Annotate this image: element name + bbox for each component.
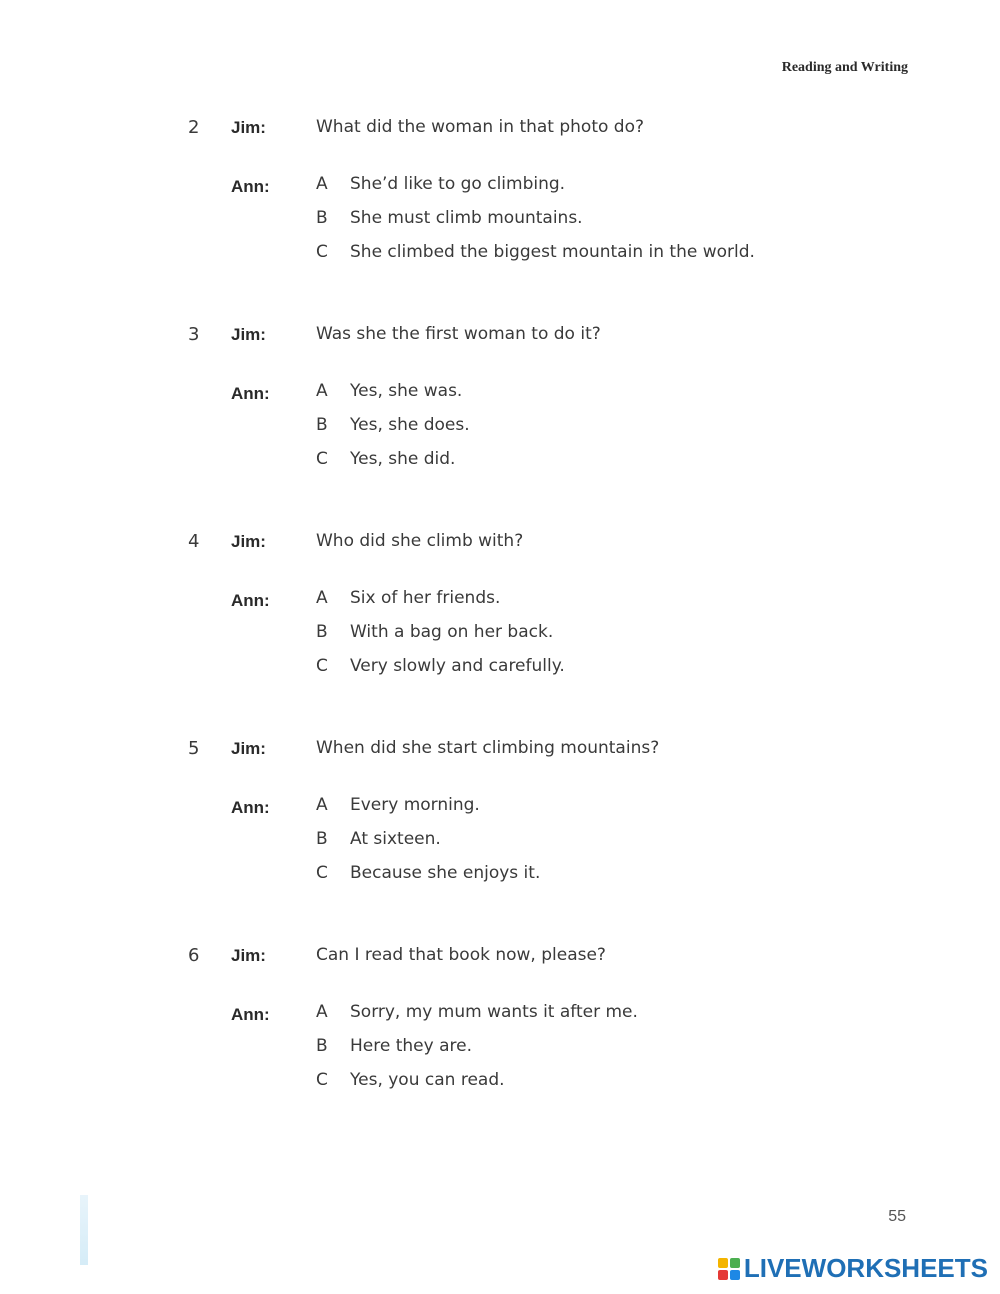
answer-option[interactable] bbox=[316, 381, 462, 401]
option-text: She’d like to go climbing. bbox=[350, 174, 566, 194]
option-text: Yes, she does. bbox=[350, 415, 470, 435]
answer-option[interactable] bbox=[316, 829, 441, 849]
speaker-ann: Ann: bbox=[231, 1005, 270, 1024]
option-letter: B bbox=[316, 622, 328, 642]
logo-tile bbox=[730, 1258, 740, 1268]
logo-tile bbox=[718, 1270, 728, 1280]
option-text: Here they are. bbox=[350, 1036, 472, 1056]
option-letter: C bbox=[316, 863, 328, 883]
option-text: She must climb mountains. bbox=[350, 208, 583, 228]
brand-logo[interactable] bbox=[718, 1253, 988, 1284]
scan-artifact bbox=[80, 1195, 88, 1265]
speaker-jim: Jim: bbox=[231, 739, 266, 758]
answer-option[interactable] bbox=[316, 208, 583, 228]
option-letter: B bbox=[316, 1036, 328, 1056]
answer-option[interactable] bbox=[316, 622, 553, 642]
question-number: 6 bbox=[188, 945, 200, 966]
answer-option[interactable] bbox=[316, 174, 565, 194]
option-letter: C bbox=[316, 1070, 328, 1090]
option-letter: A bbox=[316, 174, 328, 194]
question-text: Was she the first woman to do it? bbox=[316, 324, 601, 344]
option-text: Yes, she was. bbox=[350, 381, 463, 401]
option-text: Yes, you can read. bbox=[350, 1070, 505, 1090]
question-number: 4 bbox=[188, 531, 200, 552]
question-text: Can I read that book now, please? bbox=[316, 945, 606, 965]
option-letter: B bbox=[316, 829, 328, 849]
speaker-jim: Jim: bbox=[231, 946, 266, 965]
option-letter: A bbox=[316, 1002, 328, 1022]
option-text: Sorry, my mum wants it after me. bbox=[350, 1002, 638, 1022]
answer-option[interactable] bbox=[316, 1002, 638, 1022]
option-letter: C bbox=[316, 449, 328, 469]
option-letter: B bbox=[316, 208, 328, 228]
logo-tile bbox=[730, 1270, 740, 1280]
option-letter: B bbox=[316, 415, 328, 435]
answer-option[interactable] bbox=[316, 863, 540, 883]
answer-option[interactable] bbox=[316, 588, 500, 608]
liveworksheets-logo-icon bbox=[718, 1258, 740, 1280]
answer-option[interactable] bbox=[316, 656, 565, 676]
answer-option[interactable] bbox=[316, 242, 755, 262]
question-number: 2 bbox=[188, 117, 200, 138]
question-text: When did she start climbing mountains? bbox=[316, 738, 660, 758]
page-number: 55 bbox=[888, 1208, 906, 1225]
question-text: Who did she climb with? bbox=[316, 531, 524, 551]
option-letter: A bbox=[316, 381, 328, 401]
speaker-ann: Ann: bbox=[231, 591, 270, 610]
speaker-ann: Ann: bbox=[231, 177, 270, 196]
speaker-jim: Jim: bbox=[231, 118, 266, 137]
speaker-ann: Ann: bbox=[231, 384, 270, 403]
speaker-ann: Ann: bbox=[231, 798, 270, 817]
option-letter: A bbox=[316, 795, 328, 815]
speaker-jim: Jim: bbox=[231, 325, 266, 344]
answer-option[interactable] bbox=[316, 1036, 472, 1056]
speaker-jim: Jim: bbox=[231, 532, 266, 551]
option-text: At sixteen. bbox=[350, 829, 441, 849]
option-text: Because she enjoys it. bbox=[350, 863, 541, 883]
answer-option[interactable] bbox=[316, 449, 455, 469]
option-text: Very slowly and carefully. bbox=[350, 656, 565, 676]
question-text: What did the woman in that photo do? bbox=[316, 117, 645, 137]
option-text: Every morning. bbox=[350, 795, 480, 815]
question-number: 5 bbox=[188, 738, 200, 759]
answer-option[interactable] bbox=[316, 795, 480, 815]
option-text: With a bag on her back. bbox=[350, 622, 554, 642]
section-header: Reading and Writing bbox=[781, 60, 908, 75]
option-text: Six of her friends. bbox=[350, 588, 501, 608]
option-text: She climbed the biggest mountain in the world. bbox=[350, 242, 755, 262]
option-text: Yes, she did. bbox=[350, 449, 456, 469]
logo-tile bbox=[718, 1258, 728, 1268]
answer-option[interactable] bbox=[316, 415, 470, 435]
question-number: 3 bbox=[188, 324, 200, 345]
option-letter: C bbox=[316, 242, 328, 262]
answer-option[interactable] bbox=[316, 1070, 505, 1090]
option-letter: C bbox=[316, 656, 328, 676]
brand-name: LIVEWORKSHEETS bbox=[743, 1253, 988, 1283]
option-letter: A bbox=[316, 588, 328, 608]
